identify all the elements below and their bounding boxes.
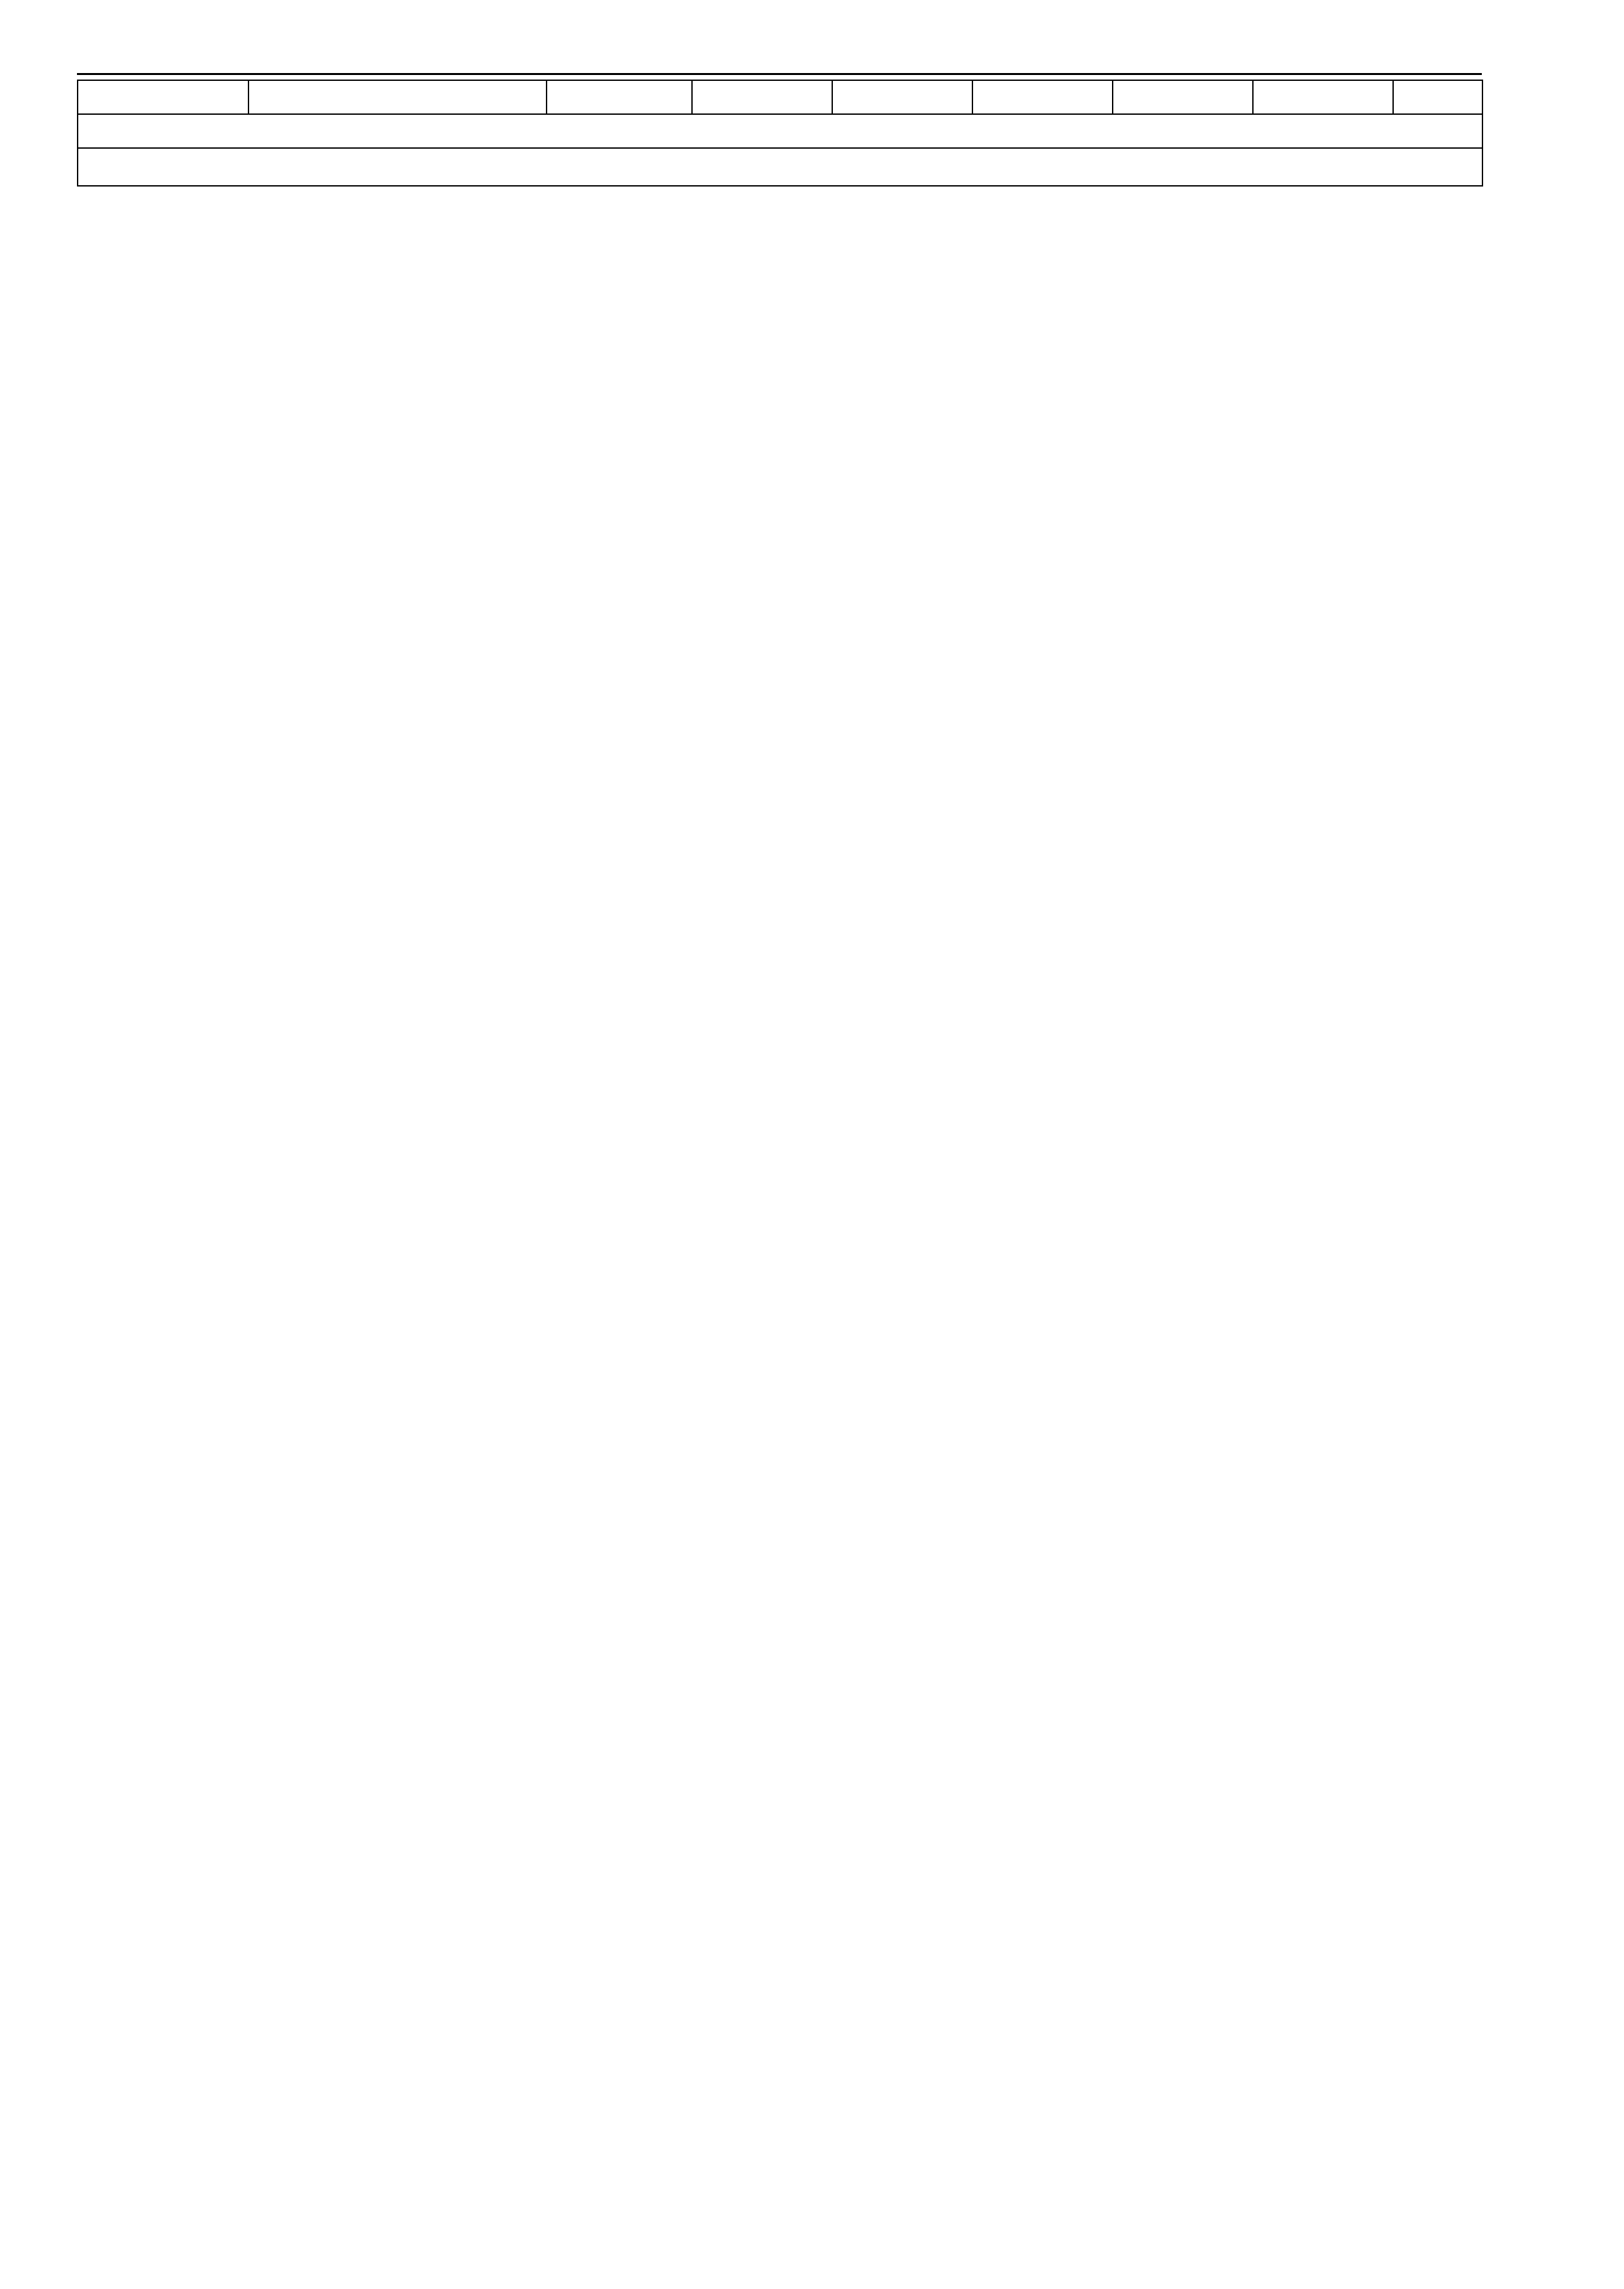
measurer-line	[85, 119, 1475, 145]
table-108-header	[78, 114, 1482, 186]
column-number	[972, 80, 1113, 114]
column-number	[78, 80, 248, 114]
column-number	[248, 80, 547, 114]
price-table	[77, 80, 1483, 187]
column-number	[547, 80, 692, 114]
table-body-107	[78, 80, 1482, 114]
column-number	[692, 80, 832, 114]
table-title-cell	[78, 114, 1482, 148]
table-subheader	[78, 148, 1482, 186]
column-number	[832, 80, 972, 114]
header-rule	[77, 73, 1482, 75]
table-title-row	[78, 114, 1482, 148]
subheader-row	[78, 148, 1482, 186]
column-number	[1113, 80, 1253, 114]
column-number-row	[78, 80, 1482, 114]
column-number	[1253, 80, 1393, 114]
column-number	[1393, 80, 1482, 114]
